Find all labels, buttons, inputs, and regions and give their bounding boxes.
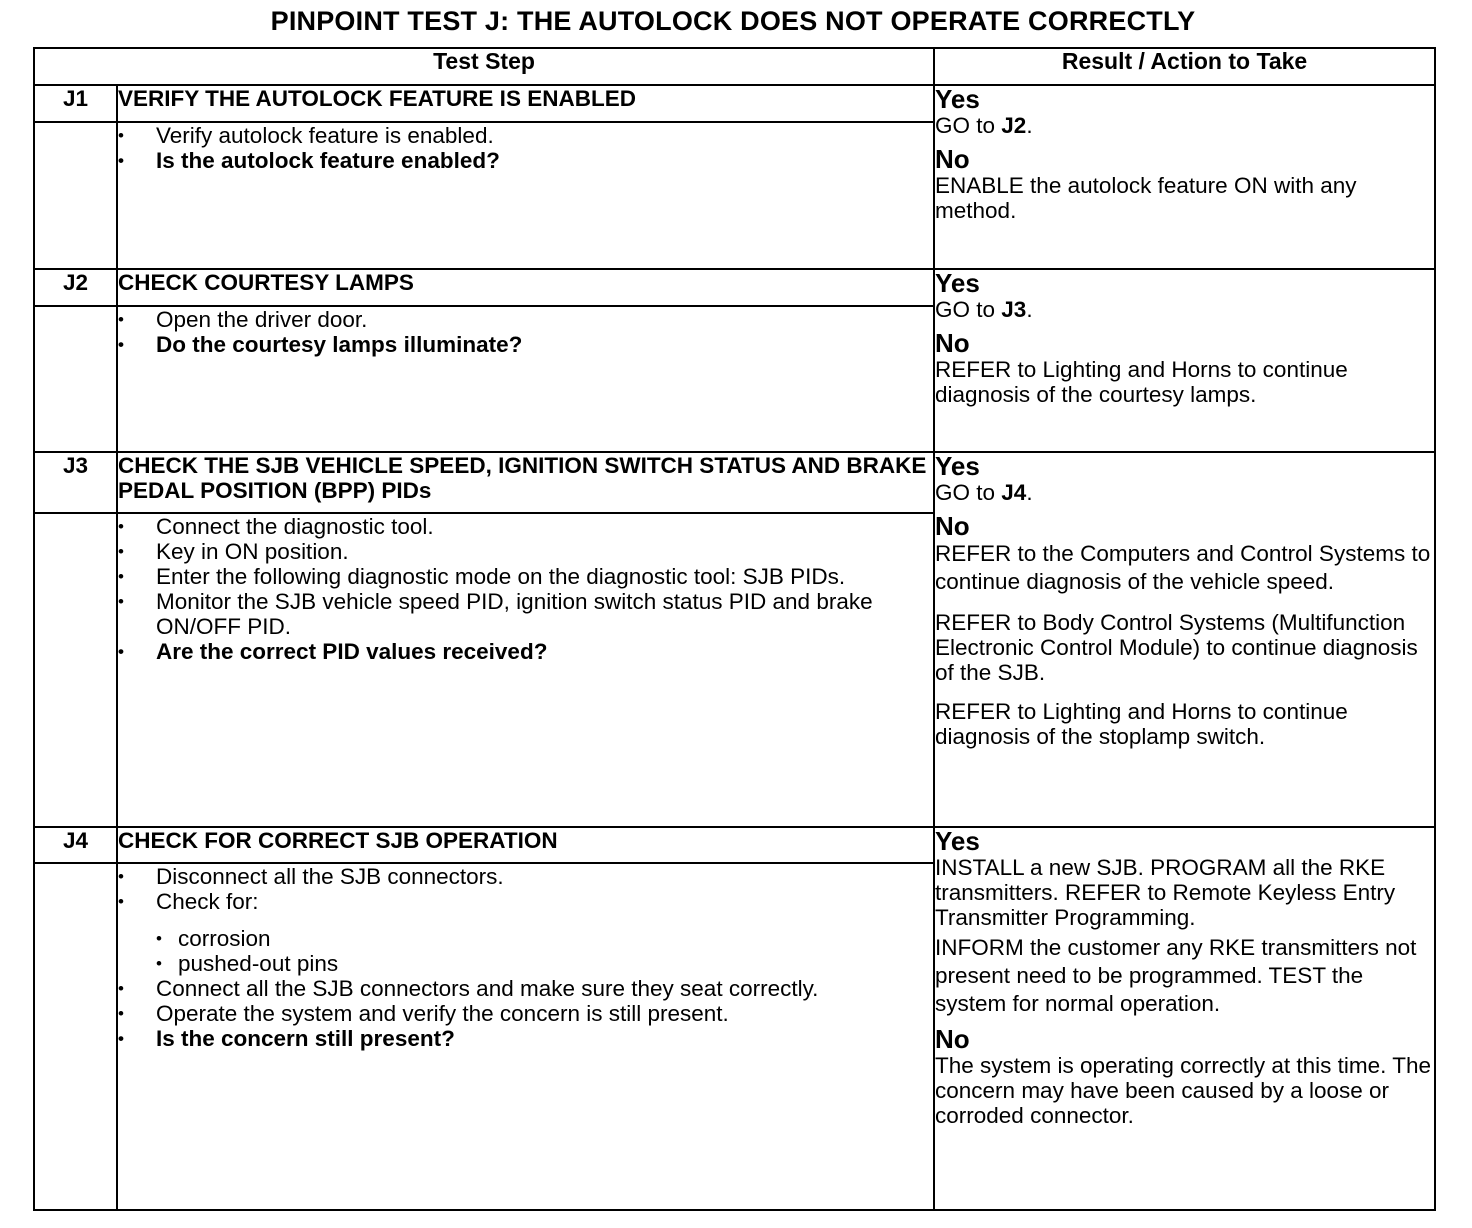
no-action: ENABLE the autolock feature ON with any method. — [935, 173, 1357, 223]
step-result — [934, 85, 1435, 269]
no-action: REFER to the Computers and Control Systems to continue diagnosis of the vehicle speed. — [935, 541, 1431, 594]
step-title-row — [34, 85, 1435, 122]
yes-action: INFORM the customer any RKE transmitters not present need to be programmed. TEST the system for normal operation. — [935, 935, 1417, 1016]
step-question: • Are the correct PID values received? — [118, 639, 933, 664]
yes-label: Yes — [935, 826, 980, 856]
test-step-header: Test Step — [34, 48, 934, 85]
step-result — [934, 269, 1435, 452]
step-question: • Is the concern still present? — [118, 1026, 933, 1051]
step-title-row — [34, 452, 1435, 513]
no-action: REFER to Lighting and Horns to continue diagnosis of the courtesy lamps. — [935, 357, 1348, 407]
step-instructions — [117, 122, 934, 269]
step-title: VERIFY THE AUTOLOCK FEATURE IS ENABLED — [117, 85, 934, 122]
yes-action: INSTALL a new SJB. PROGRAM all the RKE transmitters. REFER to Remote Keyless Entry Transmitter Programming. — [935, 855, 1396, 930]
header-row — [34, 48, 1435, 85]
yes-label: Yes — [935, 451, 980, 481]
yes-label: Yes — [935, 84, 980, 114]
instruction-item: • Verify autolock feature is enabled. — [118, 123, 933, 148]
check-item: • pushed-out pins — [156, 951, 933, 976]
step-result — [934, 827, 1435, 1210]
no-action: REFER to Body Control Systems (Multifunction Electronic Control Module) to continue diagnosis of the SJB. — [935, 610, 1418, 685]
no-label: No — [935, 1024, 970, 1054]
check-for-list — [156, 926, 933, 976]
instruction-item: • Open the driver door. — [118, 307, 933, 332]
step-id: J2 — [34, 269, 117, 306]
step-instructions — [117, 306, 934, 452]
step-id: J4 — [34, 827, 117, 863]
no-label: No — [935, 328, 970, 358]
step-result — [934, 452, 1435, 827]
step-question: • Do the courtesy lamps illuminate? — [118, 332, 933, 357]
step-ref: J3 — [1001, 297, 1027, 322]
instruction-item — [118, 889, 933, 976]
yes-label: Yes — [935, 268, 980, 298]
check-item: • corrosion — [156, 926, 933, 951]
yes-action: GO to J4. — [935, 480, 1033, 505]
step-instructions — [117, 863, 934, 1210]
step-ref: J2 — [1001, 113, 1027, 138]
step-instructions — [117, 513, 934, 827]
yes-action: GO to J2. — [935, 113, 1033, 138]
no-action: REFER to Lighting and Horns to continue diagnosis of the stoplamp switch. — [935, 699, 1348, 749]
yes-action: GO to J3. — [935, 297, 1033, 322]
no-label: No — [935, 144, 970, 174]
step-title: CHECK THE SJB VEHICLE SPEED, IGNITION SWITCH STATUS AND BRAKE PEDAL POSITION (BPP) PIDs — [117, 452, 934, 513]
pinpoint-test-table — [33, 47, 1436, 1211]
instruction-item: • Enter the following diagnostic mode on the diagnostic tool: SJB PIDs. — [118, 564, 933, 589]
page-title: PINPOINT TEST J: THE AUTOLOCK DOES NOT OPERATE CORRECTLY — [270, 6, 1196, 36]
instruction-item: • Operate the system and verify the concern is still present. — [118, 1001, 933, 1026]
instruction-item: • Connect the diagnostic tool. — [118, 514, 933, 539]
step-title-row — [34, 827, 1435, 863]
instruction-item: • Connect all the SJB connectors and make sure they seat correctly. — [118, 976, 933, 1001]
instruction-item: • Key in ON position. — [118, 539, 933, 564]
step-id: J1 — [34, 85, 117, 122]
step-title-row — [34, 269, 1435, 306]
step-question: • Is the autolock feature enabled? — [118, 148, 933, 173]
instruction-item: • Disconnect all the SJB connectors. — [118, 864, 933, 889]
step-ref: J4 — [1001, 480, 1027, 505]
no-label: No — [935, 511, 970, 541]
step-id: J3 — [34, 452, 117, 513]
instruction-item: • Monitor the SJB vehicle speed PID, ignition switch status PID and brake ON/OFF PID. — [118, 589, 933, 639]
check-for-label: Check for: — [156, 889, 259, 914]
step-title: CHECK COURTESY LAMPS — [117, 269, 934, 306]
result-header: Result / Action to Take — [934, 48, 1435, 85]
step-title: CHECK FOR CORRECT SJB OPERATION — [117, 827, 934, 863]
no-action: The system is operating correctly at this time. The concern may have been caused by a loose or corroded connector. — [935, 1053, 1432, 1128]
